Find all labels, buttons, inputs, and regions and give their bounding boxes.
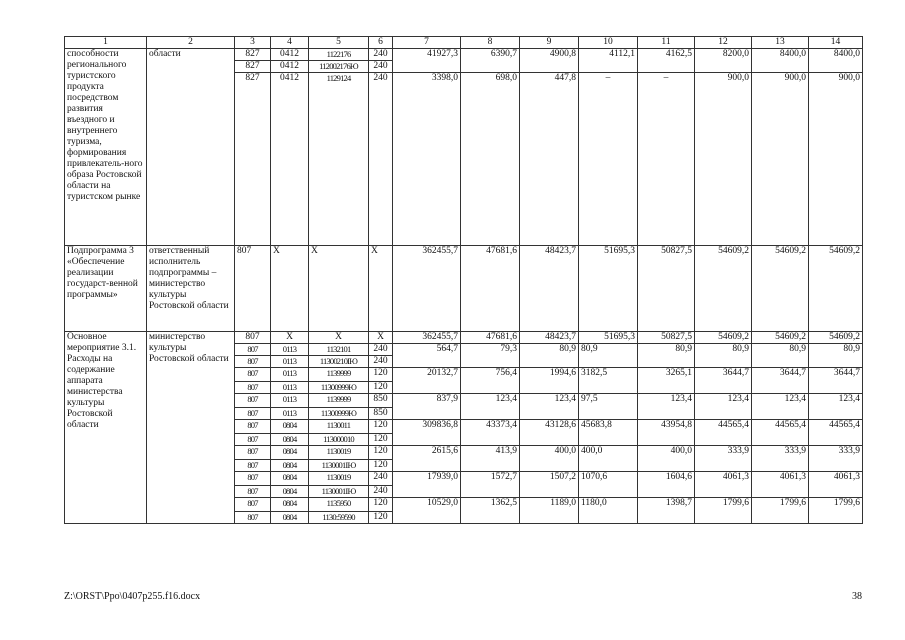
header-cell: 6 bbox=[369, 37, 393, 49]
value-cell: 44565,4 bbox=[809, 420, 863, 446]
header-cell: 4 bbox=[271, 37, 309, 49]
value-cell: 123,4 bbox=[638, 394, 695, 420]
code-cell: 1135950 bbox=[309, 498, 369, 512]
code-cell: 0804 bbox=[271, 486, 309, 498]
measure-name-cell: способности регионального туристского продукта посредством развития въездного и внутреннего туризма, формирования привлекатель-ного образа Ростовской области на туристском рынке bbox=[65, 49, 147, 246]
value-cell: 698,0 bbox=[461, 73, 520, 246]
value-cell: 43128,6 bbox=[520, 420, 579, 446]
header-cell: 1 bbox=[65, 37, 147, 49]
value-cell: 564,7 bbox=[393, 344, 461, 368]
code-cell: 240 bbox=[369, 486, 393, 498]
measure-name-cell: Подпрограмма 3 «Обеспечение реализации государст-венной программы» bbox=[65, 246, 147, 332]
value-cell: 54609,2 bbox=[809, 246, 863, 332]
code-cell: 120 bbox=[369, 434, 393, 446]
value-cell: 3182,5 bbox=[579, 368, 638, 394]
code-cell: 240 bbox=[369, 356, 393, 368]
code-cell: 11300210ІЮ bbox=[309, 356, 369, 368]
code-cell: 0804 bbox=[271, 512, 309, 524]
code-cell: 0804 bbox=[271, 446, 309, 460]
code-cell: Х bbox=[369, 246, 393, 332]
code-cell: 240 bbox=[369, 472, 393, 486]
value-cell: 80,9 bbox=[695, 344, 752, 368]
value-cell: 50827,5 bbox=[638, 246, 695, 332]
value-cell: 1572,7 bbox=[461, 472, 520, 498]
code-cell: 1130001ІЮ bbox=[309, 486, 369, 498]
value-cell: 3644,7 bbox=[752, 368, 809, 394]
code-cell: 807 bbox=[235, 332, 271, 344]
code-cell: 1139999 bbox=[309, 368, 369, 382]
executor-cell: ответственный исполнитель подпрограммы – министерство культуры Ростовской области bbox=[147, 246, 235, 332]
code-cell: 827 bbox=[235, 61, 271, 73]
code-cell: 807 bbox=[235, 446, 271, 460]
value-cell: 80,9 bbox=[809, 344, 863, 368]
value-cell: 4061,3 bbox=[695, 472, 752, 498]
code-cell: 827 bbox=[235, 49, 271, 61]
value-cell: 362455,7 bbox=[393, 332, 461, 344]
value-cell: 333,9 bbox=[695, 446, 752, 472]
value-cell: 1994,6 bbox=[520, 368, 579, 394]
code-cell: 1130011 bbox=[309, 420, 369, 434]
code-cell: 0113 bbox=[271, 368, 309, 382]
code-cell: 1130001ІЮ bbox=[309, 460, 369, 472]
code-cell: 240 bbox=[369, 49, 393, 61]
value-cell: 43954,8 bbox=[638, 420, 695, 446]
code-cell: 0113 bbox=[271, 356, 309, 368]
code-cell: Х bbox=[271, 246, 309, 332]
value-cell: 1398,7 bbox=[638, 498, 695, 524]
header-cell: 5 bbox=[309, 37, 369, 49]
value-cell: 4900,8 bbox=[520, 49, 579, 73]
code-cell: 0804 bbox=[271, 434, 309, 446]
header-cell: 13 bbox=[752, 37, 809, 49]
value-cell: 837,9 bbox=[393, 394, 461, 420]
value-cell: 3644,7 bbox=[695, 368, 752, 394]
value-cell: 1070,6 bbox=[579, 472, 638, 498]
footer-file-path: Z:\ORST\Ppo\0407p255.f16.docx bbox=[64, 591, 201, 602]
budget-table bbox=[64, 36, 863, 524]
code-cell: Х bbox=[309, 246, 369, 332]
value-cell: 309836,8 bbox=[393, 420, 461, 446]
executor-cell: области bbox=[147, 49, 235, 246]
value-cell: 1799,6 bbox=[752, 498, 809, 524]
code-cell: 0804 bbox=[271, 460, 309, 472]
value-cell: 400,0 bbox=[520, 446, 579, 472]
value-cell: 1604,6 bbox=[638, 472, 695, 498]
code-cell: Х bbox=[309, 332, 369, 344]
code-cell: 807 bbox=[235, 434, 271, 446]
code-cell: 240 bbox=[369, 73, 393, 246]
code-cell: 807 bbox=[235, 486, 271, 498]
code-cell: 807 bbox=[235, 368, 271, 382]
code-cell: 807 bbox=[235, 420, 271, 434]
code-cell: 0412 bbox=[271, 49, 309, 61]
code-cell: Х bbox=[369, 332, 393, 344]
code-cell: 112002176Ю bbox=[309, 61, 369, 73]
code-cell: 120 bbox=[369, 420, 393, 434]
code-cell: 0113 bbox=[271, 344, 309, 356]
code-cell: 0412 bbox=[271, 73, 309, 246]
code-cell: 1129124 bbox=[309, 73, 369, 246]
measure-name-cell: Основное мероприятие 3.1. Расходы на содержание аппарата министерства культуры Ростовской области bbox=[65, 332, 147, 524]
code-cell: 1130019 bbox=[309, 446, 369, 460]
code-cell: 120 bbox=[369, 368, 393, 382]
code-cell: 1132101 bbox=[309, 344, 369, 356]
value-cell: 413,9 bbox=[461, 446, 520, 472]
value-cell: 17939,0 bbox=[393, 472, 461, 498]
value-cell: 54609,2 bbox=[695, 246, 752, 332]
code-cell: 850 bbox=[369, 394, 393, 408]
code-cell: 807 bbox=[235, 246, 271, 332]
value-cell: 80,9 bbox=[579, 344, 638, 368]
value-cell: 10529,0 bbox=[393, 498, 461, 524]
code-cell: 1130:59590 bbox=[309, 512, 369, 524]
code-cell: 807 bbox=[235, 498, 271, 512]
value-cell: 1799,6 bbox=[695, 498, 752, 524]
table-row bbox=[65, 246, 863, 332]
value-cell: 51695,3 bbox=[579, 332, 638, 344]
value-cell: 4112,1 bbox=[579, 49, 638, 73]
value-cell: 3644,7 bbox=[809, 368, 863, 394]
code-cell: 120 bbox=[369, 498, 393, 512]
code-cell: 11300999Ю bbox=[309, 382, 369, 394]
executor-cell: министерство культуры Ростовской области bbox=[147, 332, 235, 524]
value-cell: 1507,2 bbox=[520, 472, 579, 498]
value-cell: 48423,7 bbox=[520, 332, 579, 344]
value-cell: 43373,4 bbox=[461, 420, 520, 446]
value-cell: 4061,3 bbox=[809, 472, 863, 498]
page-number: 38 bbox=[852, 591, 862, 602]
value-cell: – bbox=[579, 73, 638, 246]
value-cell: 47681,6 bbox=[461, 332, 520, 344]
value-cell: 80,9 bbox=[638, 344, 695, 368]
code-cell: 1122176 bbox=[309, 49, 369, 61]
value-cell: 41927,3 bbox=[393, 49, 461, 73]
value-cell: 20132,7 bbox=[393, 368, 461, 394]
code-cell: 0113 bbox=[271, 394, 309, 408]
code-cell: 0113 bbox=[271, 408, 309, 420]
value-cell: 54609,2 bbox=[809, 332, 863, 344]
code-cell: 240 bbox=[369, 61, 393, 73]
value-cell: 54609,2 bbox=[752, 332, 809, 344]
value-cell: 80,9 bbox=[520, 344, 579, 368]
code-cell: 807 bbox=[235, 472, 271, 486]
table-row bbox=[65, 49, 863, 61]
value-cell: 400,0 bbox=[579, 446, 638, 472]
value-cell: 4061,3 bbox=[752, 472, 809, 498]
value-cell: 54609,2 bbox=[695, 332, 752, 344]
header-row bbox=[65, 37, 863, 49]
code-cell: 0804 bbox=[271, 498, 309, 512]
code-cell: 120 bbox=[369, 382, 393, 394]
code-cell: 11300999Ю bbox=[309, 408, 369, 420]
value-cell: 900,0 bbox=[809, 73, 863, 246]
header-cell: 2 bbox=[147, 37, 235, 49]
code-cell: 807 bbox=[235, 408, 271, 420]
value-cell: 4162,5 bbox=[638, 49, 695, 73]
code-cell: 807 bbox=[235, 394, 271, 408]
code-cell: 807 bbox=[235, 356, 271, 368]
header-cell: 10 bbox=[579, 37, 638, 49]
header-cell: 7 bbox=[393, 37, 461, 49]
header-cell: 11 bbox=[638, 37, 695, 49]
value-cell: 50827,5 bbox=[638, 332, 695, 344]
code-cell: 1139999 bbox=[309, 394, 369, 408]
value-cell: 900,0 bbox=[752, 73, 809, 246]
code-cell: 807 bbox=[235, 460, 271, 472]
code-cell: 120 bbox=[369, 512, 393, 524]
value-cell: 8400,0 bbox=[809, 49, 863, 73]
code-cell: 0113 bbox=[271, 382, 309, 394]
value-cell: 447,8 bbox=[520, 73, 579, 246]
code-cell: 240 bbox=[369, 344, 393, 356]
value-cell: 44565,4 bbox=[752, 420, 809, 446]
value-cell: 44565,4 bbox=[695, 420, 752, 446]
value-cell: 8200,0 bbox=[695, 49, 752, 73]
code-cell: Х bbox=[271, 332, 309, 344]
value-cell: 1799,6 bbox=[809, 498, 863, 524]
code-cell: 0804 bbox=[271, 472, 309, 486]
value-cell: 123,4 bbox=[695, 394, 752, 420]
code-cell: 120 bbox=[369, 446, 393, 460]
code-cell: 850 bbox=[369, 408, 393, 420]
value-cell: 756,4 bbox=[461, 368, 520, 394]
code-cell: 120 bbox=[369, 460, 393, 472]
value-cell: 333,9 bbox=[809, 446, 863, 472]
value-cell: 1362,5 bbox=[461, 498, 520, 524]
value-cell: 123,4 bbox=[520, 394, 579, 420]
header-cell: 9 bbox=[520, 37, 579, 49]
value-cell: 1189,0 bbox=[520, 498, 579, 524]
code-cell: 0412 bbox=[271, 61, 309, 73]
value-cell: 1180,0 bbox=[579, 498, 638, 524]
code-cell: 1130019 bbox=[309, 472, 369, 486]
code-cell: 113000010 bbox=[309, 434, 369, 446]
value-cell: 123,4 bbox=[809, 394, 863, 420]
code-cell: 0804 bbox=[271, 420, 309, 434]
value-cell: 51695,3 bbox=[579, 246, 638, 332]
code-cell: 807 bbox=[235, 344, 271, 356]
value-cell: 123,4 bbox=[461, 394, 520, 420]
value-cell: 3265,1 bbox=[638, 368, 695, 394]
value-cell: 54609,2 bbox=[752, 246, 809, 332]
code-cell: 807 bbox=[235, 382, 271, 394]
value-cell: 45683,8 bbox=[579, 420, 638, 446]
value-cell: – bbox=[638, 73, 695, 246]
value-cell: 79,3 bbox=[461, 344, 520, 368]
value-cell: 362455,7 bbox=[393, 246, 461, 332]
code-cell: 827 bbox=[235, 73, 271, 246]
header-cell: 12 bbox=[695, 37, 752, 49]
header-cell: 14 bbox=[809, 37, 863, 49]
value-cell: 48423,7 bbox=[520, 246, 579, 332]
value-cell: 333,9 bbox=[752, 446, 809, 472]
value-cell: 97,5 bbox=[579, 394, 638, 420]
header-cell: 3 bbox=[235, 37, 271, 49]
value-cell: 8400,0 bbox=[752, 49, 809, 73]
value-cell: 47681,6 bbox=[461, 246, 520, 332]
code-cell: 807 bbox=[235, 512, 271, 524]
value-cell: 80,9 bbox=[752, 344, 809, 368]
value-cell: 123,4 bbox=[752, 394, 809, 420]
value-cell: 900,0 bbox=[695, 73, 752, 246]
table-row bbox=[65, 332, 863, 344]
value-cell: 400,0 bbox=[638, 446, 695, 472]
header-cell: 8 bbox=[461, 37, 520, 49]
value-cell: 6390,7 bbox=[461, 49, 520, 73]
value-cell: 2615,6 bbox=[393, 446, 461, 472]
value-cell: 3398,0 bbox=[393, 73, 461, 246]
